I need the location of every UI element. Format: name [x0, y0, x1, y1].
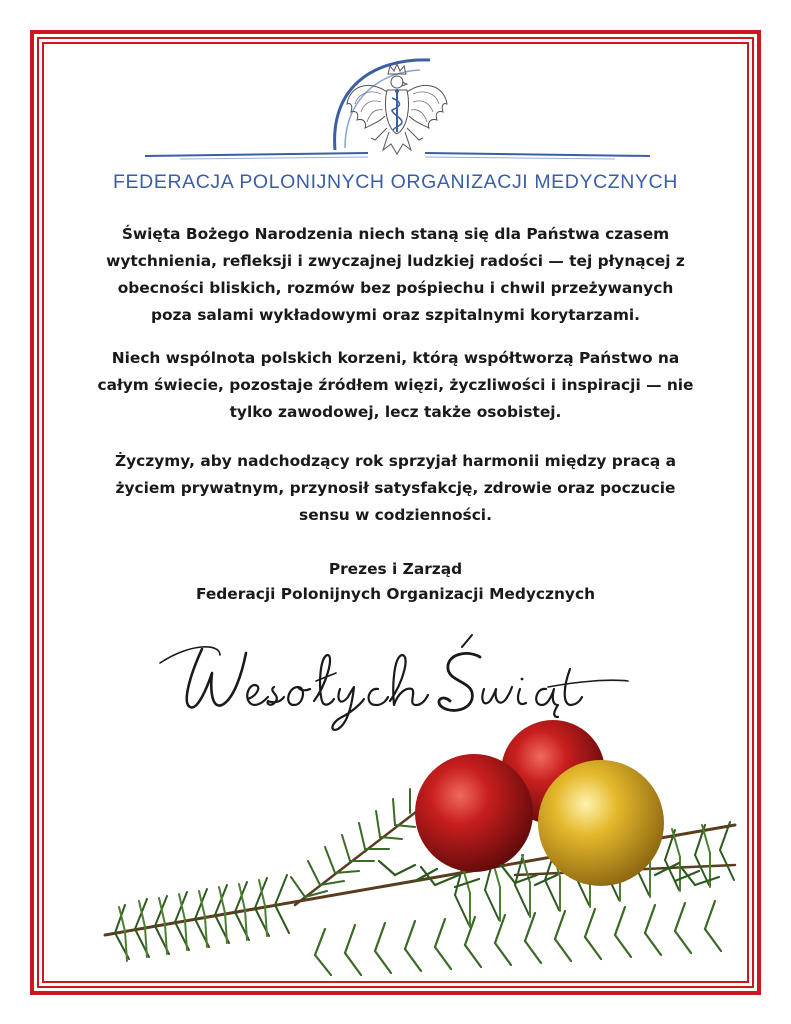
- gold-bauble: [538, 760, 664, 886]
- signature-organization: Federacji Polonijnych Organizacji Medycznych: [195, 585, 596, 603]
- signature-title: Prezes i Zarząd: [328, 560, 463, 578]
- christmas-baubles-and-fir-branch: [95, 715, 750, 977]
- federation-logo: [140, 50, 655, 175]
- greeting-paragraph-1: Święta Bożego Narodzenia niech staną się dla Państwa czasem wytchnienia, refleksji i zwyczajnej ludzkiej radości — tej płynącej z obecności bliskich, rozmów bez pośpiechu i chwil przeżywanych poza salami wykładowymi oraz szpitalnymi korytarzami.: [106, 225, 685, 324]
- greeting-paragraph-3: Życzymy, aby nadchodzący rok sprzyjał harmonii między pracą a życiem prywatnym, przynosił satysfakcję, zdrowie oraz poczucie sensu w codzienności.: [114, 452, 677, 524]
- greeting-paragraph-2: Niech wspólnota polskich korzeni, którą współtworzą Państwo na całym świecie, pozostaje źródłem więzi, życzliwości i inspiracji — nie tylko zawodowej, lecz także osobistej.: [97, 349, 694, 421]
- red-bauble-front: [415, 754, 533, 872]
- organization-name: FEDERACJA POLONIJNYCH ORGANIZACJI MEDYCZNYCH: [113, 171, 678, 193]
